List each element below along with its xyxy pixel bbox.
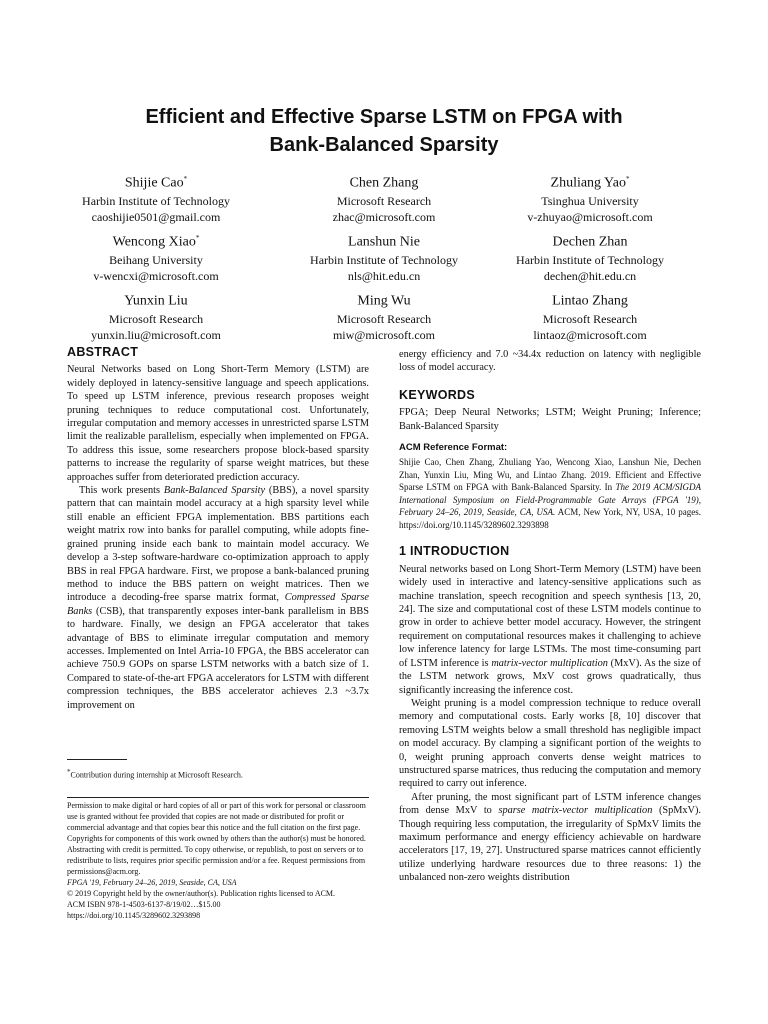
abstract-continued: energy efficiency and 7.0 ~34.4x reduction on latency with negligible loss of model accuracy.	[399, 349, 701, 374]
conference-venue: FPGA '19, February 24–26, 2019, Seaside, CA, USA	[67, 878, 237, 887]
abstract-paragraph-2: This work presents Bank-Balanced Sparsity (BBS), a novel sparsity pattern that can maintain model accuracy at a high sparsity level while still enable an efficient FPGA implementation. BBS partitions each weight matrix row into banks for parallel computing, while adopts fine-grained pruning inside each bank to maintain model accuracy. We develop a 3-step software-hardware co-optimization approach to apply BBS in real FPGA hardware. First, we propose a bank-balanced pruning method to induce the BBS pattern on weight matrices. Then we introduce a decoding-free sparse matrix format, Compressed Sparse Banks (CSB), that transparently exposes inter-bank parallelism in BBS to hardware. Finally, we design an FPGA accelerator that takes advantage of BBS to eliminate irregular computation and memory accesses. Implemented on Intel Arria-10 FPGA, the BBS accelerator can achieve 750.9 GOPs on sparse LSTM networks with a batch size of 1. Compared to state-of-the-art FPGA accelerators for LSTM with different compression techniques, the BBS accelerator achieves 2.3 ~3.7x improvement on	[67, 485, 370, 711]
author-affiliation: Harbin Institute of Technology	[82, 193, 230, 208]
abstract-heading: ABSTRACT	[67, 345, 139, 359]
author-name: Ming Wu	[357, 293, 411, 309]
author-affiliation: Microsoft Research	[336, 193, 432, 208]
acm-ref-heading: ACM Reference Format:	[399, 442, 508, 454]
acm-ref-text: Shijie Cao, Chen Zhang, Zhuliang Yao, Wencong Xiao, Lanshun Nie, Dechen Zhan, Yunxin Liu, Ming Wu, and Lintao Zhang. 2019. Efficient and Effective Sparse LSTM on FPGA with Bank-Balanced Sparsity. In The 2019 ACM/SIGDA International Symposium on Field-Programmable Gate Arrays (FPGA '19), February 24–26, 2019, Seaside, CA, USA. ACM, New York, NY, USA, 10 pages. https://doi.org/10.1145/3289602.3293898	[399, 457, 701, 530]
author-block	[269, 229, 499, 284]
abstract-paragraph-1: Neural Networks based on Long Short-Term Memory (LSTM) are widely deployed in latency-sensitive language and speech applications. To speed up LSTM inference, previous research proposes weight pruning techniques to reduce computational cost. Unfortunately, irregular computation and memory accesses in unrestricted sparse LSTM limit the realizable parallelism, especially when implemented on FPGA. To address this issue, some researchers propose block-based sparsity patterns to increase the regularity of sparse weight matrices, but these approaches suffer from deteriorated prediction accuracy.	[67, 364, 369, 483]
author-name: Lanshun Nie	[348, 234, 420, 250]
author-affiliation: Microsoft Research	[108, 311, 204, 326]
author-email: v-wencxi@microsoft.com	[93, 268, 219, 283]
paper-title	[0, 103, 768, 159]
footnote-rule	[67, 759, 127, 760]
copyright-line: © 2019 Copyright held by the owner/author(s). Publication rights licensed to ACM.	[67, 889, 336, 898]
author-email: yunxin.liu@microsoft.com	[91, 327, 221, 342]
author-block	[41, 229, 271, 284]
intro-paragraph-2: Weight pruning is a model compression technique to reduce overall memory and computational costs. Early works [8, 10] discover that removing LSTM weights below a small threshold has negligible impact on model accuracy. By clamping a significant portion of the weights to 0, weight pruning approach converts dense weight matrices to unstructured sparse matrices, thus reducing the computation and memory required to carry out inference.	[399, 697, 701, 790]
abstract-section	[67, 346, 369, 712]
author-email: miw@microsoft.com	[332, 327, 436, 342]
author-affiliation: Harbin Institute of Technology	[310, 252, 458, 267]
author-email: dechen@hit.edu.cn	[543, 268, 637, 283]
footnote: *Contribution during internship at Microsoft Research.	[67, 768, 243, 780]
author-email: caoshijie0501@gmail.com	[91, 209, 221, 224]
keywords-heading: KEYWORDS	[399, 387, 476, 402]
author-affiliation: Microsoft Research	[542, 311, 638, 326]
author-block	[475, 288, 705, 343]
author-affiliation: Microsoft Research	[336, 311, 432, 326]
intro-paragraph-1: Neural networks based on Long Short-Term Memory (LSTM) have been widely used in interactive and latency-sensitive applications such as machine translation, speech recognition and speech synthesis [13, 20, 24]. The size and computational cost of these LSTM models continue to grow in order to achieve better model accuracy. However, the stringent requirement on computational resources makes it challenging to achieve low inference latency for large LSTMs. The most time-consuming part of LSTM inference is matrix-vector multiplication (MxV). As the size of the LSTM network grows, MxV cost grows quadratically, thus significantly increasing the inference cost.	[399, 563, 701, 696]
author-email: zhac@microsoft.com	[332, 209, 436, 224]
right-column	[399, 348, 701, 885]
title-line-1: Efficient and Effective Sparse LSTM on FPGA with	[145, 106, 623, 128]
author-name: Wencong Xiao*	[112, 234, 200, 250]
keywords-text: FPGA; Deep Neural Networks; LSTM; Weight Pruning; Inference; Bank-Balanced Sparsity	[399, 407, 701, 432]
author-block	[269, 170, 499, 225]
author-email: v-zhuyao@microsoft.com	[527, 209, 653, 224]
permission-text: Permission to make digital or hard copies of all or part of this work for personal or classroom use is granted without fee provided that copies are not made or distributed for profit or commercial advantage and that copies bear this notice and the full citation on the first page. Copyrights for components of this work owned by others than the author(s) must be honored. Abstracting with credit is permitted. To copy otherwise, or republish, to post on servers or to redistribute to lists, requires prior specific permission and/or a fee. Request permissions from permissions@acm.org.	[67, 801, 366, 876]
introduction-heading: 1 INTRODUCTION	[399, 544, 510, 559]
author-block	[269, 288, 499, 343]
permission-rule	[67, 797, 369, 798]
permission-block	[67, 800, 372, 921]
isbn-line: ACM ISBN 978-1-4503-6137-8/19/02…$15.00	[67, 900, 221, 909]
author-block	[475, 170, 705, 225]
author-block	[475, 229, 705, 284]
author-block	[41, 288, 271, 343]
author-name: Lintao Zhang	[552, 293, 628, 309]
author-name: Shijie Cao*	[124, 175, 188, 191]
author-affiliation: Harbin Institute of Technology	[516, 252, 664, 267]
author-name: Zhuliang Yao*	[550, 175, 630, 191]
doi-link[interactable]: https://doi.org/10.1145/3289602.3293898	[67, 911, 201, 920]
author-name: Chen Zhang	[349, 175, 419, 191]
author-block	[41, 170, 271, 225]
author-email: lintaoz@microsoft.com	[533, 327, 647, 342]
author-affiliation: Beihang University	[109, 252, 203, 267]
author-email: nls@hit.edu.cn	[347, 268, 421, 283]
author-name: Dechen Zhan	[552, 234, 628, 250]
title-line-2: Bank-Balanced Sparsity	[269, 134, 499, 156]
author-name: Yunxin Liu	[124, 293, 188, 309]
intro-paragraph-3: After pruning, the most significant part of LSTM inference changes from dense MxV to sparse matrix-vector multiplication (SpMxV). Though requiring less computation, the irregularity of SpMxV limits the maximum performance and energy efficiency achievable on hardware accelerators [17, 19, 27]. Unstructured sparse matrices cannot efficiently utilize underlying hardware resources due to three reasons: 1) the unbalanced non-zero weights distribution	[399, 791, 701, 884]
author-affiliation: Tsinghua University	[541, 193, 639, 208]
